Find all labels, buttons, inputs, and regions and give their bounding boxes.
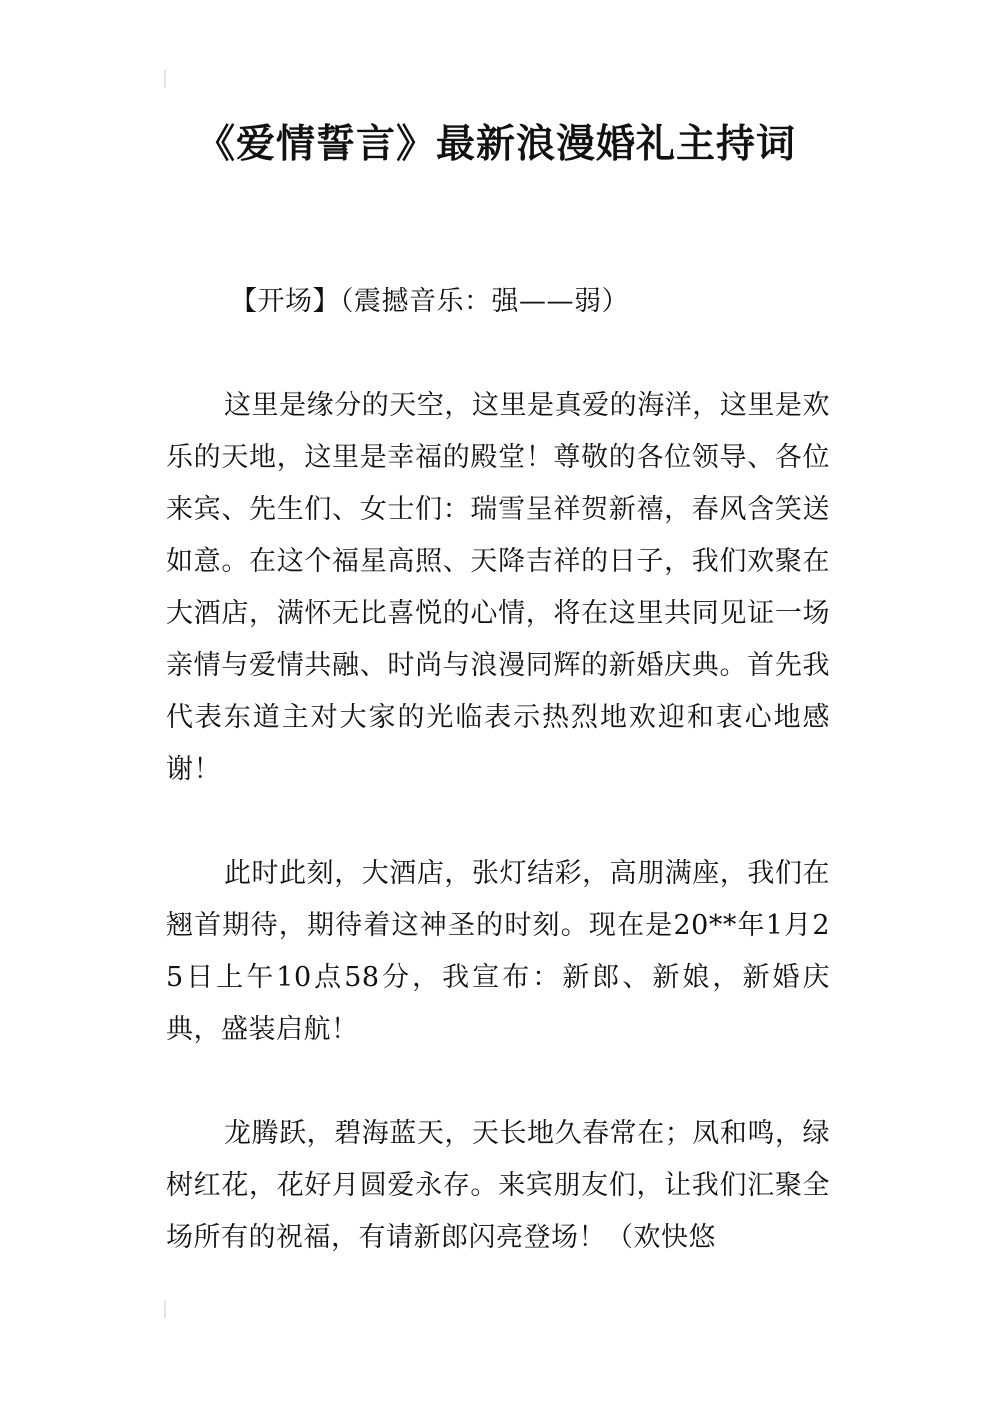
page-corner-mark-top (164, 70, 166, 88)
document-title: 《爱情誓言》最新浪漫婚礼主持词 (195, 122, 796, 167)
page-corner-mark-bottom (164, 1300, 166, 1318)
document-body (166, 276, 830, 1316)
paragraph-welcome: 这里是缘分的天空，这里是真爱的海洋，这里是欢乐的天地，这里是幸福的殿堂！尊敬的各位领导、各位来宾、先生们、女士们：瑞雪呈祥贺新禧，春风含笑送如意。在这个福星高照、天降吉祥的日子，我们欢聚在大酒店，满怀无比喜悦的心情，将在这里共同见证一场亲情与爱情共融、时尚与浪漫同辉的新婚庆典。首先我代表东道主对大家的光临表示热烈地欢迎和衷心地感谢！ (166, 390, 830, 785)
paragraph-announcement: 此时此刻，大酒店，张灯结彩，高朋满座，我们在翘首期待，期待着这神圣的时刻。现在是20**年1月25日上午10点58分，我宣布：新郎、新娘，新婚庆典，盛装启航！ (166, 858, 830, 1045)
paragraph-groom-entrance: 龙腾跃，碧海蓝天，天长地久春常在；凤和鸣，绿树红花，花好月圆爱永存。来宾朋友们，让我们汇聚全场所有的祝福，有请新郎闪亮登场！（欢快悠 (166, 1118, 830, 1253)
opening-line: 【开场】（震撼音乐：强——弱） (230, 286, 629, 317)
